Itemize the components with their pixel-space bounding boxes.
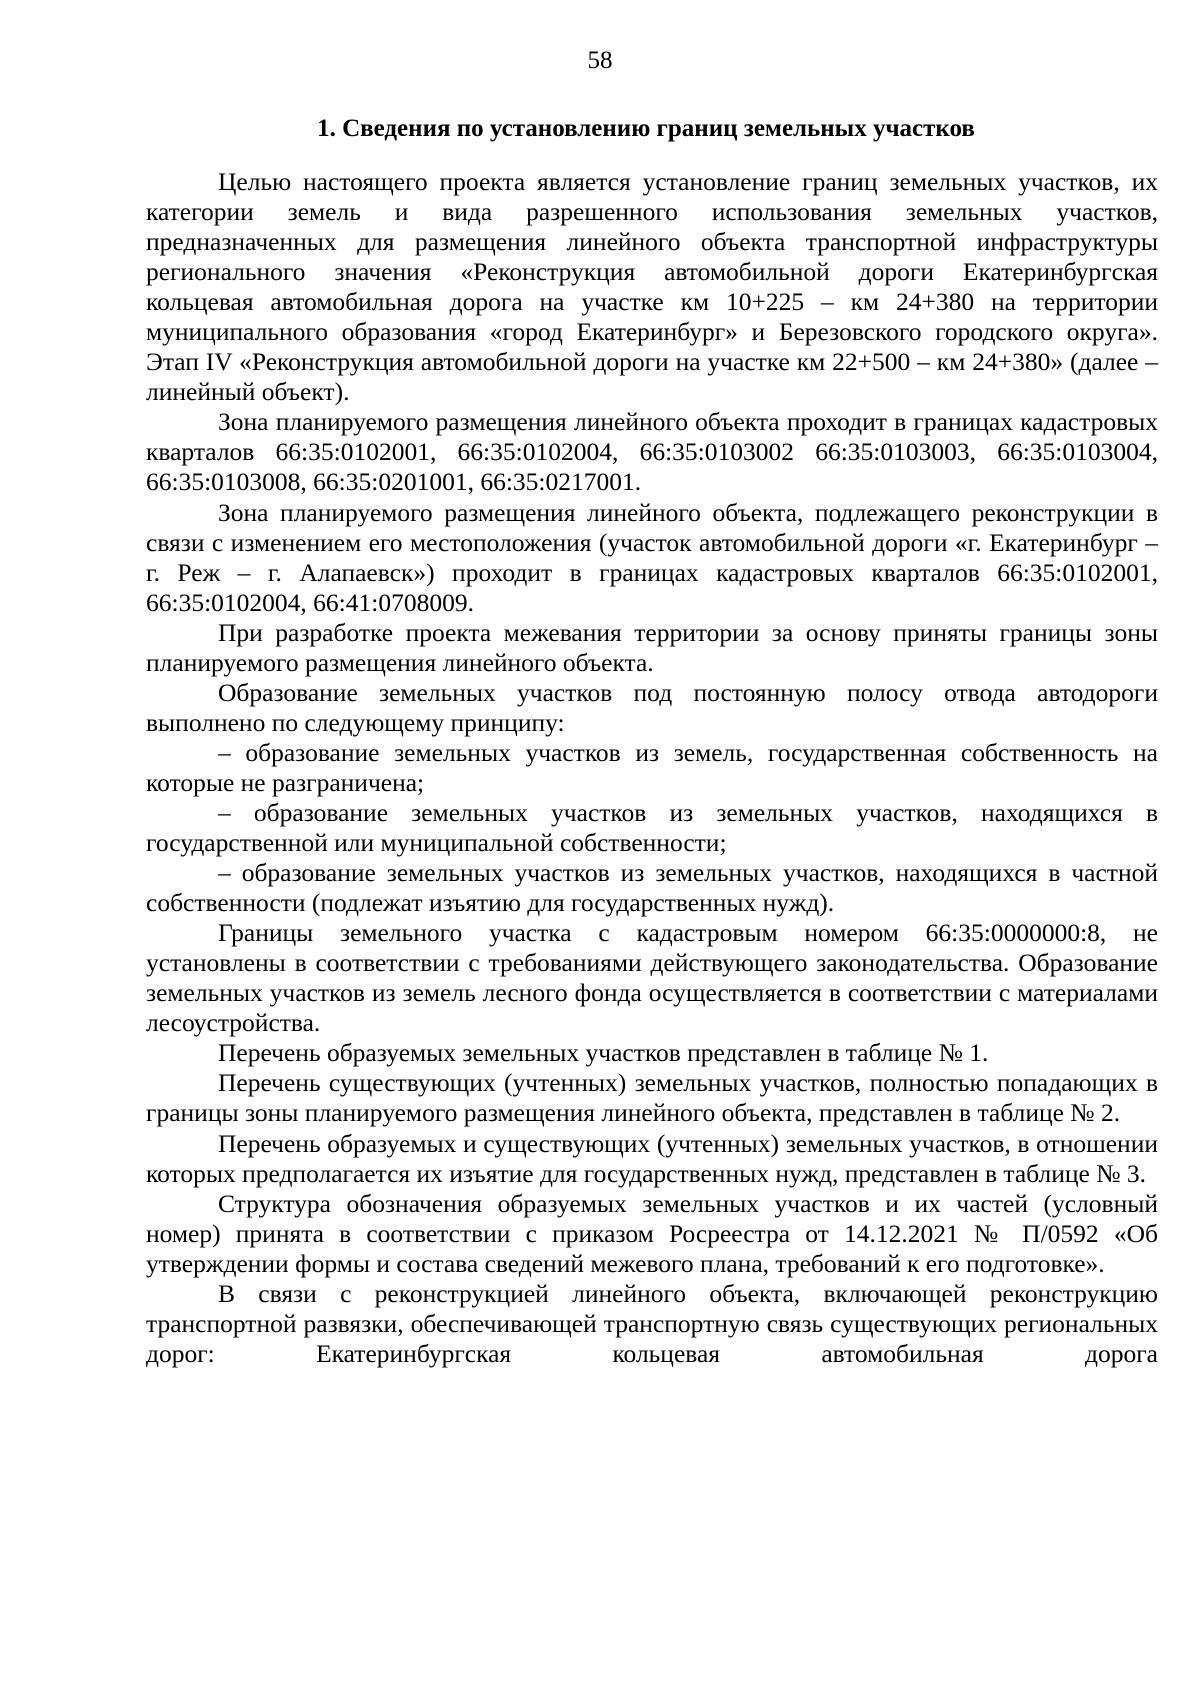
section-heading: 1. Сведения по установлению границ земельных участков: [317, 115, 975, 142]
body-text: [146, 167, 1158, 1369]
paragraph: Образование земельных участков под постоянную полосу отвода автодороги выполнено по следующему принципу:: [146, 677, 1158, 737]
list-item: – образование земельных участков из земельных участков, находящихся в государственной или муниципальной собственности;: [146, 797, 1158, 858]
paragraph: Зона планируемого размещения линейного объекта проходит в границах кадастровых кварталов 66:35:0102001, 66:35:0102004, 66:35:0103002 66:35:0103003, 66:35:0103004, 66:35:0103008, 66:35:0201001, 66:35:0217001.: [146, 407, 1158, 497]
list-item: – образование земельных участков из земель, государственная собственность на которые не разграничена;: [146, 737, 1158, 797]
page-number: 58: [587, 47, 613, 74]
list-item: – образование земельных участков из земельных участков, находящихся в частной собственности (подлежат изъятию для государственных нужд).: [146, 858, 1158, 918]
paragraph: Границы земельного участка с кадастровым номером 66:35:0000000:8, не установлены в соответствии с требованиями действующего законодательства. Образование земельных участков из земель лесного фонда осуществляется в соответствии с материалами лесоустройства.: [146, 918, 1158, 1038]
paragraph: Зона планируемого размещения линейного объекта, подлежащего реконструкции в связи с изменением его местоположения (участок автомобильной дороги «г. Екатеринбург – г. Реж – г. Алапаевск») проходит в границах кадастровых кварталов 66:35:0102001, 66:35:0102004, 66:41:0708009.: [146, 497, 1158, 617]
paragraph: Целью настоящего проекта является установление границ земельных участков, их категории земель и вида разрешенного использования земельных участков, предназначенных для размещения линейного объекта транспортной инфраструктуры регионального значения «Реконструкция автомобильной дороги Екатеринбургская кольцевая автомобильная дорога на участке км 10+225 – км 24+380 на территории муниципального образования «город Екатеринбург» и Березовского городского округа». Этап IV «Реконструкция автомобильной дороги на участке км 22+500 – км 24+380» (далее – линейный объект).: [146, 167, 1158, 407]
paragraph: Перечень образуемых и существующих (учтенных) земельных участков, в отношении которых предполагается их изъятие для государственных нужд, представлен в таблице № 3.: [146, 1128, 1158, 1188]
paragraph: Структура обозначения образуемых земельных участков и их частей (условный номер) принята в соответствии с приказом Росреестра от 14.12.2021 № П/0592 «Об утверждении формы и состава сведений межевого плана, требований к его подготовке».: [146, 1188, 1158, 1278]
paragraph: Перечень существующих (учтенных) земельных участков, полностью попадающих в границы зоны планируемого размещения линейного объекта, представлен в таблице № 2.: [146, 1068, 1158, 1128]
paragraph: При разработке проекта межевания территории за основу приняты границы зоны планируемого размещения линейного объекта.: [146, 617, 1158, 677]
paragraph: Перечень образуемых земельных участков представлен в таблице № 1.: [218, 1038, 989, 1068]
paragraph: В связи с реконструкцией линейного объекта, включающей реконструкцию транспортной развязки, обеспечивающей транспортную связь существующих региональных дорог: Екатеринбургская кольцевая автомобильная дорога: [146, 1278, 1158, 1368]
